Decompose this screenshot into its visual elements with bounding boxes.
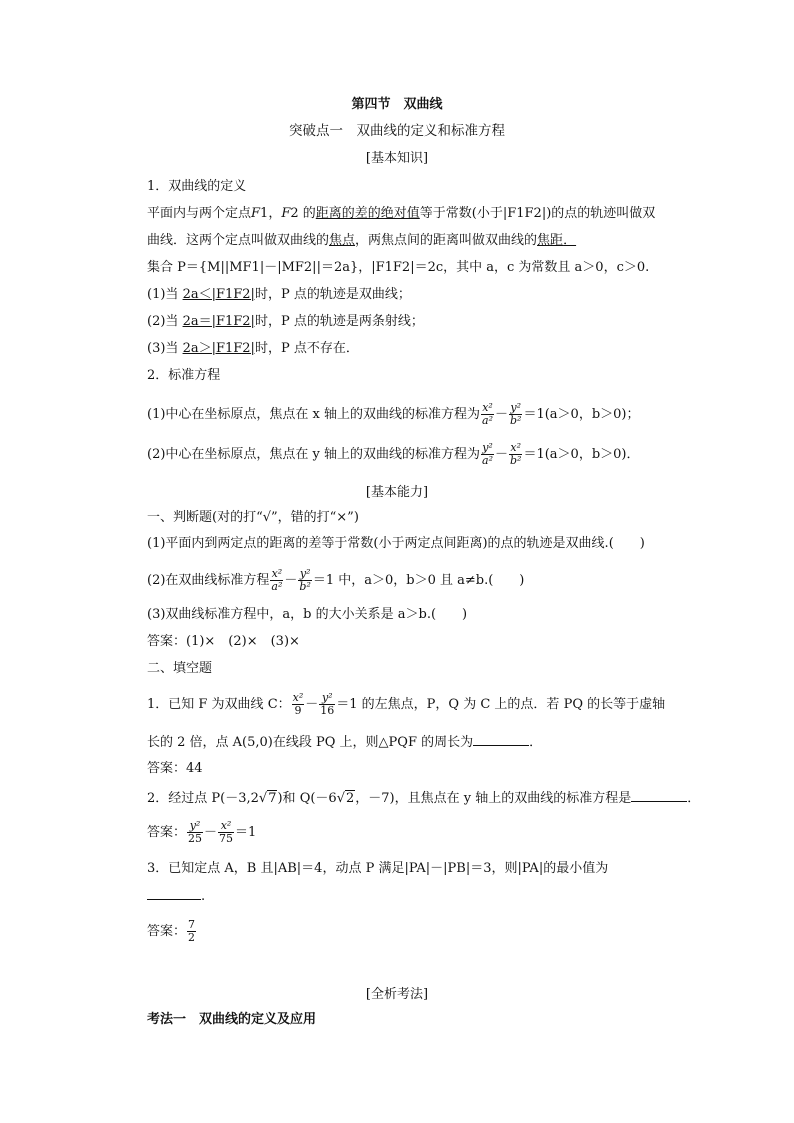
question-2-answer: 答案： $\frac{\text{y²}}{25}$ － $\frac{\text{x²}}{75}$ ＝1 xyxy=(147,819,257,845)
question-1-line-1: 1．已知 F 为双曲线 C： $\frac{\text{x²}}{9}$ － $\frac{\text{y²}}{16}$ ＝1 的左焦点，P，Q 为 C 上的点．若 PQ 的长等于虚轴 xyxy=(147,691,666,717)
section-title: 第四节 双曲线 xyxy=(351,97,443,112)
question-1-line-2: 长的 2 倍，点 A(5,0)在线段 PQ 上，则△PQF 的周长为 ． xyxy=(147,735,543,750)
case-2: (2)当 2a＝|F1F2|时，P 点的轨迹是两条射线； xyxy=(147,314,424,329)
case-1: (1)当 2a＜|F1F2|时，P 点的轨迹是双曲线； xyxy=(147,287,411,302)
answer-blank xyxy=(147,887,201,900)
basic-knowledge-header: [基本知识] xyxy=(365,151,429,166)
basic-ability-header: [基本能力] xyxy=(365,485,429,500)
judge-item-3: (3)双曲线标准方程中，a，b 的大小关系是 a＞b.( ) xyxy=(147,607,468,622)
breakpoint-title: 突破点一 双曲线的定义和标准方程 xyxy=(289,123,505,139)
definition-line-1: 平面内与两个定点F1，F2 的距离的差的绝对值等于常数(小于|F1F2|)的点的轨迹叫做双 xyxy=(147,206,656,221)
question-1-answer: 答案：44 xyxy=(147,761,203,776)
question-3-line-1: 3．已知定点 A，B 且|AB|＝4，动点 P 满足|PA|－|PB|＝3，则|PA|的最小值为 xyxy=(147,861,609,876)
judge-item-1: (1)平面内到两定点的距离的差等于常数(小于两定点间距离)的点的轨迹是双曲线.( ) xyxy=(147,536,645,551)
method-1-heading: 考法一 双曲线的定义及应用 xyxy=(147,1012,317,1027)
judge-answer: 答案：(1)× (2)× (3)× xyxy=(147,634,300,649)
full-analysis-header: [全析考法] xyxy=(365,987,429,1002)
answer-blank xyxy=(631,789,687,802)
definition-line-2: 曲线．这两个定点叫做双曲线的焦点，两焦点间的距离叫做双曲线的焦距． xyxy=(147,233,577,248)
standard-equation-y: (2)中心在坐标原点，焦点在 y 轴上的双曲线的标准方程为 $\frac{\text{y²}}{\text{a²}}$ － $\frac{\text{x²}}{\text{b²}}$ ＝1(a＞0，b＞0)． xyxy=(147,441,640,467)
question-2: 2．经过点 P(－3,2√7)和 Q(－6√2，－7)，且焦点在 y 轴上的双曲线的标准方程是 ． xyxy=(147,791,701,806)
question-3-line-2: . xyxy=(147,887,205,906)
judge-item-2: (2)在双曲线标准方程 $\frac{\text{x²}}{\text{a²}}$ － $\frac{\text{y²}}{\text{b²}}$ ＝1 中，a＞0，b＞0 且 a≠b.( ) xyxy=(147,567,525,593)
standard-equation-heading: 2．标准方程 xyxy=(147,368,221,383)
case-3: (3)当 2a＞|F1F2|时，P 点不存在． xyxy=(147,341,359,356)
standard-equation-x: (1)中心在坐标原点，焦点在 x 轴上的双曲线的标准方程为 $\frac{\text{x²}}{\text{a²}}$ － $\frac{\text{y²}}{\text{b²}}$ ＝1(a＞0，b＞0)； xyxy=(147,401,640,427)
answer-blank xyxy=(473,733,529,746)
fill-heading: 二、填空题 xyxy=(147,661,213,676)
set-definition: 集合 P＝{M||MF1|－|MF2||＝2a}，|F1F2|＝2c，其中 a，c 为常数且 a＞0，c＞0. xyxy=(147,260,650,275)
definition-heading: 1．双曲线的定义 xyxy=(147,179,247,194)
judge-heading: 一、判断题(对的打“√”，错的打“×”) xyxy=(147,510,359,525)
question-3-answer: 答案： $\frac{7}{2}$ xyxy=(147,918,196,944)
